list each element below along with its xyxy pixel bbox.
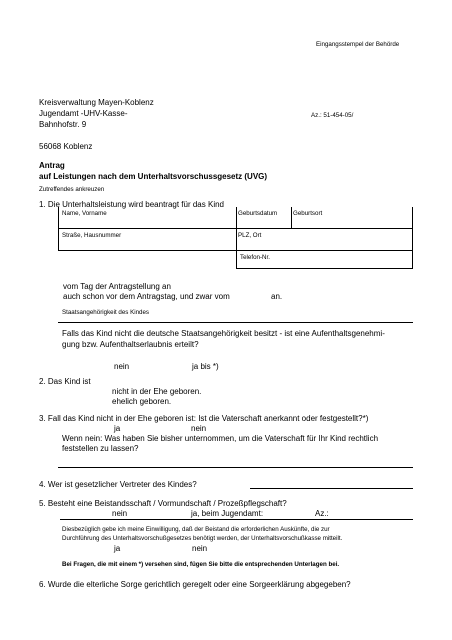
section-2-heading: 2. Das Kind ist (39, 377, 91, 386)
section-3-heading: 3. Fall das Kind nicht in der Ehe geboren ist: Ist die Vaterschaft anerkannt oder festgestellt?*) (39, 414, 369, 423)
citizenship-field[interactable] (60, 315, 412, 321)
form-title: Antrag (39, 161, 65, 170)
residence-no-option[interactable]: nein (114, 362, 130, 371)
section-6-heading: 6. Wurde die elterliche Sorge gerichtlich geregelt oder eine Sorgeerklärung abgegeben? (39, 580, 351, 589)
plz-label: PLZ, Ort (238, 232, 262, 239)
foreign-question-line-1: Falls das Kind nicht die deutsche Staatsangehörigkeit besitzt - ist eine Aufenthaltsgenehmi- (62, 329, 385, 338)
street-field[interactable] (60, 238, 236, 250)
legal-representative-field[interactable] (250, 480, 412, 488)
consent-line-1: Diesbezüglich gebe ich meine Einwilligung, daß der Beistand die erforderlichen Auskünfte, die zur (62, 526, 330, 533)
birthdate-label: Geburtsdatum (238, 210, 278, 217)
before-application-option[interactable]: auch schon vor dem Antragstag, und zwar vom (63, 292, 230, 301)
street-label: Straße, Hausnummer (62, 232, 122, 239)
foreign-question-line-2: gung bzw. Aufenthaltserlaubnis erteilt? (62, 340, 199, 349)
paternity-yes-option[interactable]: ja (114, 424, 121, 433)
hint-text: Zutreffendes ankreuzen (39, 186, 105, 193)
stamp-label: Eingangsstempel der Behörde (316, 41, 400, 48)
birthplace-label: Geburtsort (293, 210, 323, 217)
married-option[interactable]: ehelich geboren. (112, 397, 172, 406)
consent-yes-option[interactable]: ja (114, 544, 121, 553)
guardianship-no-option[interactable]: nein (112, 509, 128, 518)
name-field[interactable] (60, 216, 236, 228)
an-text: an. (271, 292, 283, 301)
address-line-1: Kreisverwaltung Mayen-Koblenz (39, 98, 154, 107)
address-line-4: 56068 Koblenz (39, 142, 93, 151)
attachment-note: Bei Fragen, die mit einem *) versehen sind, fügen Sie bitte die entsprechenden Unterlagen bei. (62, 561, 340, 568)
address-line-2: Jugendamt -UHV-Kasse- (39, 109, 128, 118)
from-application-option[interactable]: vom Tag der Antragstellung an (63, 282, 171, 291)
paternity-question-line-2: feststellen zu lassen? (62, 444, 139, 453)
birthdate-field[interactable] (238, 216, 291, 228)
form-subtitle: auf Leistungen nach dem Unterhaltsvorschussgesetz (UVG) (39, 172, 268, 181)
address-line-3: Bahnhofstr. 9 (39, 120, 87, 129)
birthplace-field[interactable] (293, 216, 411, 228)
plz-field[interactable] (238, 238, 411, 250)
paternity-no-option[interactable]: nein (191, 424, 207, 433)
guardianship-yes-option[interactable]: ja, beim Jugendamt: (191, 509, 264, 518)
phone-label: Telefon-Nr. (240, 254, 270, 261)
guardianship-az-label: Az.: (315, 509, 329, 518)
consent-line-2: Durchführung des Unterhaltsvorschußgesetzes benötigt werden, der Unterhaltsvorschußkasse mitteilt. (62, 535, 343, 542)
name-label: Name, Vorname (62, 210, 107, 217)
reference-number: Az.: 51-454-05/ (311, 112, 354, 119)
citizenship-label: Staatsangehörigkeit des Kindes (62, 309, 150, 316)
residence-yes-option[interactable]: ja bis *) (192, 362, 219, 371)
section-5-heading: 5. Besteht eine Beistandsschaft / Vormundschaft / Prozeßpflegschaft? (39, 499, 287, 508)
section-1-heading: 1. Die Unterhaltsleistung wird beantragt für das Kind (39, 200, 224, 209)
not-married-option[interactable]: nicht in der Ehe geboren. (112, 387, 202, 396)
consent-no-option[interactable]: nein (192, 544, 208, 553)
paternity-question-line-1: Wenn nein: Was haben Sie bisher unternommen, um die Vaterschaft für Ihr Kind rechtlich (62, 434, 379, 443)
section-4-heading: 4. Wer ist gesetzlicher Vertreter des Kindes? (39, 480, 197, 489)
phone-field[interactable] (238, 260, 411, 268)
paternity-answer-field[interactable] (60, 455, 412, 467)
